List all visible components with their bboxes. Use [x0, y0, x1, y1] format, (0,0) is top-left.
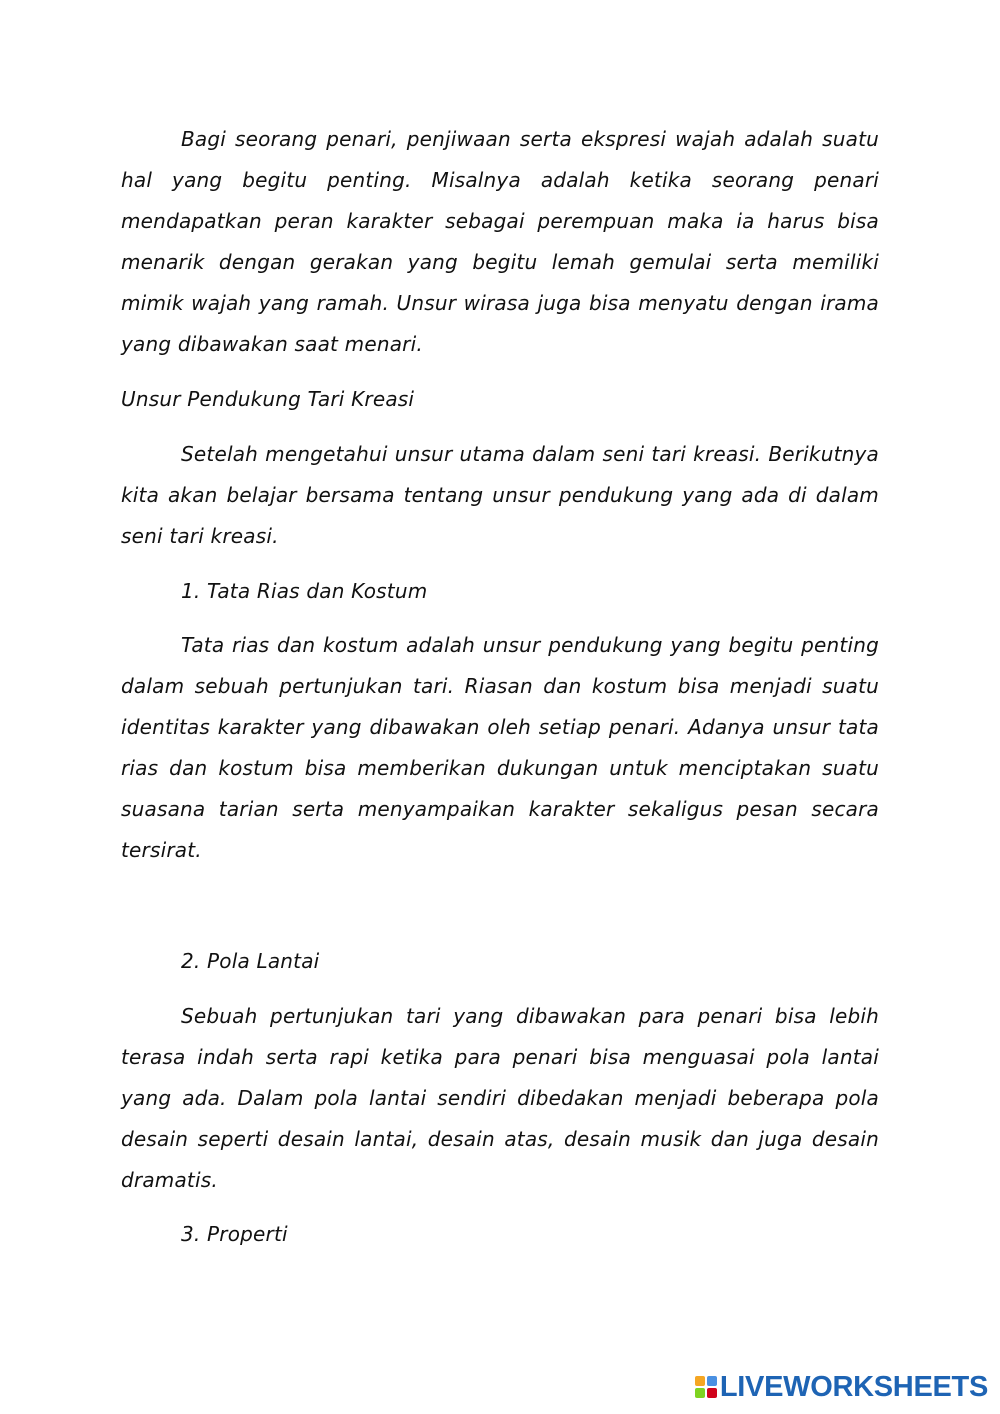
- paragraph-tata-rias: Tata rias dan kostum adalah unsur pendukung yang begitu penting dalam sebuah pertunjukan tari. Riasan dan kostum bisa menjadi suatu identitas karakter yang dibawakan oleh setiap penari. Adanya unsur tata rias dan kostum bisa memberikan dukungan untuk menciptakan suatu suasana tarian serta menyampaikan karakter sekaligus pesan secara tersirat.: [121, 633, 879, 862]
- liveworksheets-logo: [695, 1370, 988, 1404]
- liveworksheets-grid-icon: [695, 1376, 717, 1398]
- liveworksheets-logo-text: LIVEWORKSHEETS: [719, 1370, 988, 1403]
- item-heading-pola-lantai: 2. Pola Lantai: [181, 949, 320, 973]
- item-heading-tata-rias: 1. Tata Rias dan Kostum: [181, 579, 428, 603]
- paragraph-intro-unsur-pendukung: Setelah mengetahui unsur utama dalam seni tari kreasi. Berikutnya kita akan belajar bersama tentang unsur pendukung yang ada di dalam seni tari kreasi.: [121, 442, 879, 548]
- paragraph-penjiwaan: Bagi seorang penari, penjiwaan serta ekspresi wajah adalah suatu hal yang begitu penting. Misalnya adalah ketika seorang penari mendapatkan peran karakter sebagai perempuan maka ia harus bisa menarik dengan gerakan yang begitu lemah gemulai serta memiliki mimik wajah yang ramah. Unsur wirasa juga bisa menyatu dengan irama yang dibawakan saat menari.: [121, 127, 879, 356]
- section-heading-unsur-pendukung: Unsur Pendukung Tari Kreasi: [121, 387, 415, 411]
- paragraph-pola-lantai: Sebuah pertunjukan tari yang dibawakan para penari bisa lebih terasa indah serta rapi ketika para penari bisa menguasai pola lantai yang ada. Dalam pola lantai sendiri dibedakan menjadi beberapa pola desain seperti desain lantai, desain atas, desain musik dan juga desain dramatis.: [121, 1004, 879, 1192]
- item-heading-properti: 3. Properti: [181, 1222, 288, 1246]
